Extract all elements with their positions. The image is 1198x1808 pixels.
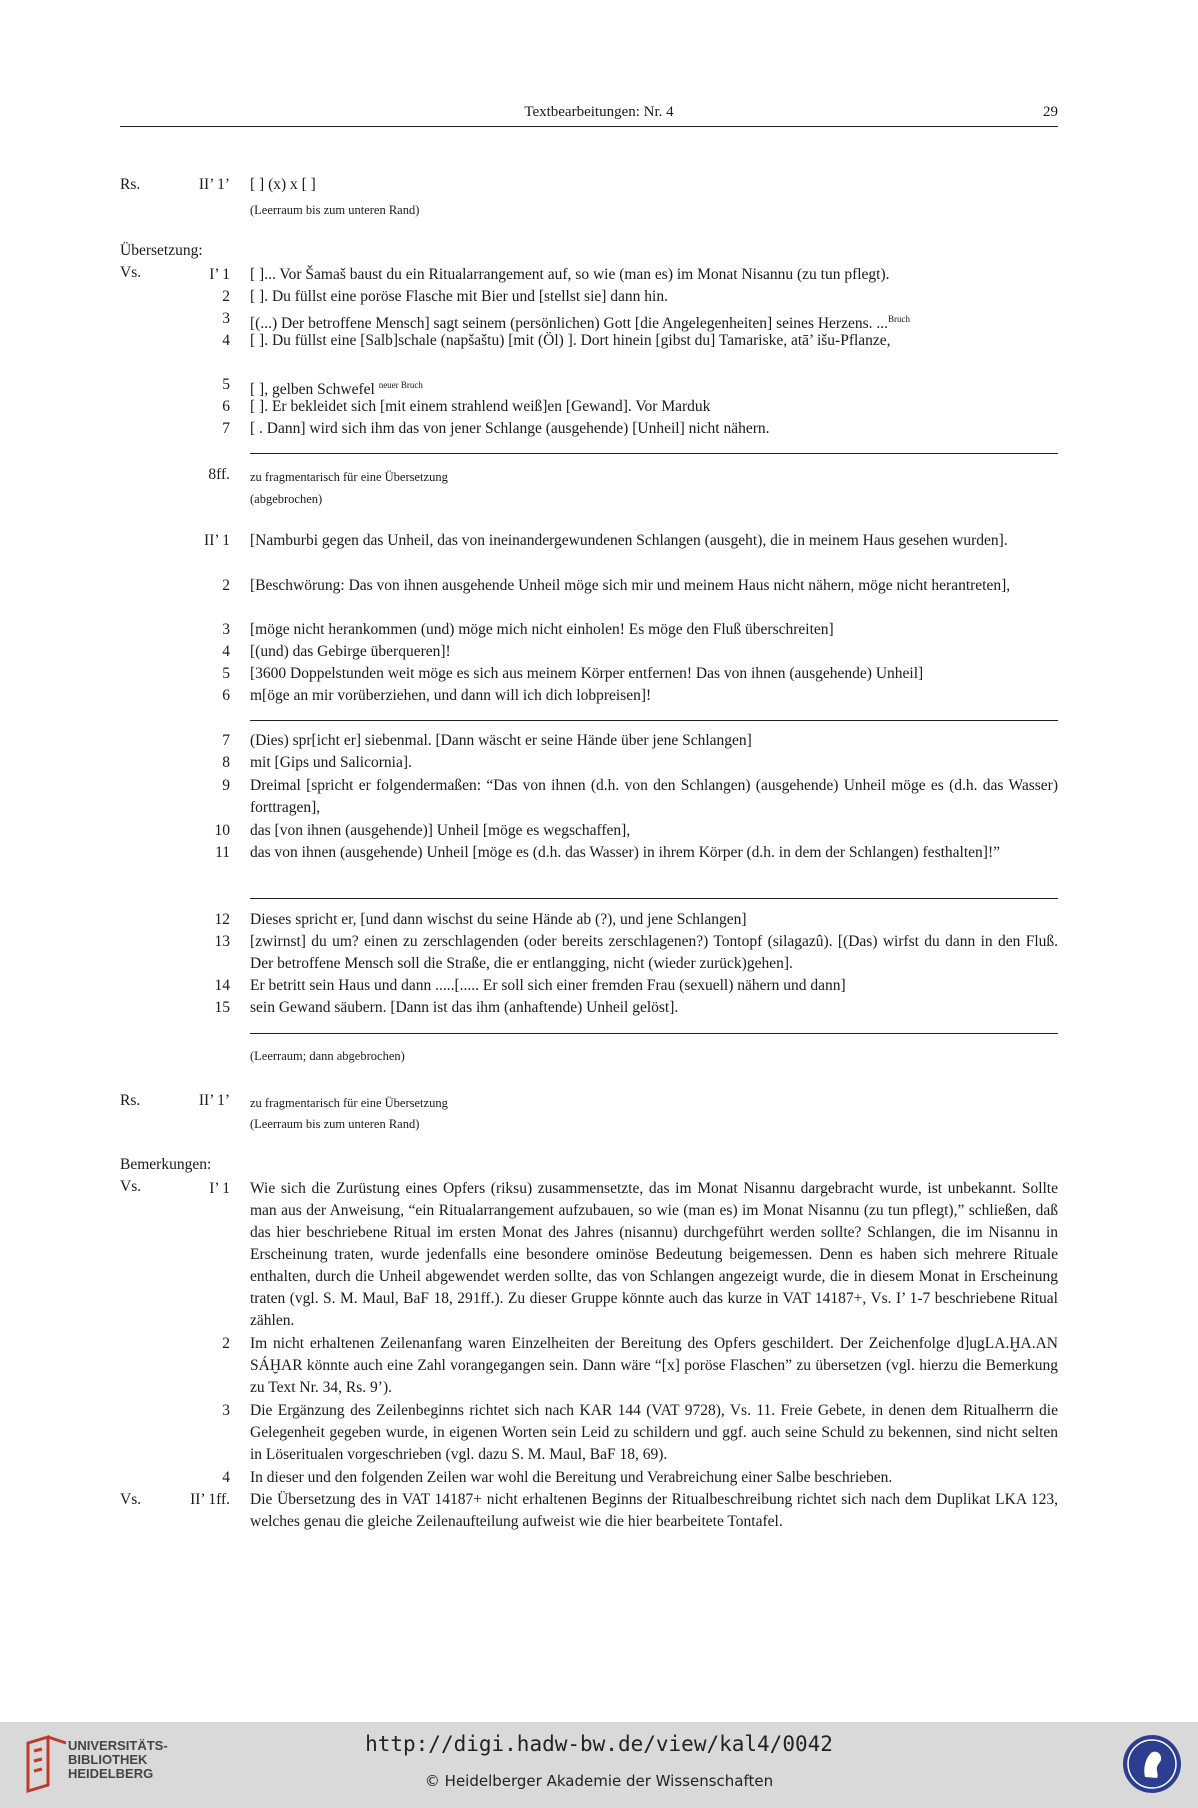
running-title: Textbearbeitungen: Nr. 4 [524, 104, 674, 120]
line-number: I’ 1 [209, 1180, 230, 1197]
line-number: 14 [214, 977, 230, 994]
line-number: 10 [214, 822, 230, 839]
line-number: II’ 1 [204, 532, 230, 549]
line-number: 9 [222, 777, 230, 794]
line-number: I’ 1 [209, 266, 230, 283]
break-marker: neuer Bruch [378, 380, 423, 390]
line-text: zu fragmentarisch für eine Übersetzung [250, 470, 448, 484]
line-number: 7 [222, 732, 230, 749]
line-number: 4 [222, 1469, 230, 1486]
footer-bar [0, 1722, 1198, 1808]
line-number: 6 [222, 687, 230, 704]
line-text: sein Gewand säubern. [Dann ist das ihm (anhaftende) Unheil gelöst]. [250, 999, 679, 1016]
line-number: II’ 1’ [198, 176, 230, 193]
line-number: 12 [214, 911, 230, 928]
rs-note: (Leerraum bis zum unteren Rand) [250, 1117, 420, 1131]
line-text: [(und) das Gebirge überqueren]! [250, 643, 451, 660]
line-number: 2 [222, 288, 230, 305]
line-text: [ ], gelben Schwefel [250, 381, 375, 399]
line-number: 7 [222, 420, 230, 437]
line-text: Er betritt sein Haus und dann .....[..... Er soll sich einer fremden Frau (sexuell) nähern und dann] [250, 977, 846, 994]
line-number: 2 [222, 1335, 230, 1352]
line-number: 3 [222, 310, 230, 327]
line-text: [zwirnst] du um? einen zu zerschlagenden (oder bereits zerschlagenen?) Tontopf (silagazû). [(Das) wirfst du dann in den Fluß. Der betroffene Mensch soll die Straße, die er entlangging, nicht (wieder zurück)gehen]. [250, 933, 1058, 972]
line-text: [ ] (x) x [ ] [250, 176, 316, 193]
line-text: [ ]... Vor Šamaš baust du ein Ritualarrangement auf, so wie (man es) im Monat Nisannu (zu tun pflegt). [250, 266, 890, 283]
side-label: Vs. [120, 1491, 142, 1508]
remark-text: Die Übersetzung des in VAT 14187+ nicht erhaltenen Beginns der Ritualbeschreibung richtet sich nach dem Duplikat LKA 123, welches genau die gleiche Zeilenaufteilung aufweist wie die hier bearbeitete Tontafel. [250, 1491, 1058, 1530]
line-text: [(...) Der betroffene Mensch] sagt seinem (persönlichen) Gott [die Angelegenheiten] seines Herzens. ... [250, 315, 888, 333]
line-number: 8 [222, 754, 230, 771]
translation-vs-side: Vs. [120, 264, 142, 281]
line-number: 5 [222, 376, 230, 393]
end-note: (Leerraum; dann abgebrochen) [250, 1049, 405, 1063]
remark-text: In dieser und den folgenden Zeilen war wohl die Bereitung und Verabreichung einer Salbe beschrieben. [250, 1469, 893, 1486]
line-text: Dieses spricht er, [und dann wischst du seine Hände ab (?), und jene Schlangen] [250, 911, 747, 928]
remark-text: Wie sich die Zurüstung eines Opfers (riksu) zusammensetzte, das im Monat Nisannu dargebracht wurde, ist unbekannt. Sollte man aus der Anweisung, “ein Ritualarrangement aufzubauen, so wie (man es) im Monat Nisannu (zu tun pflegt),” schließen, daß das hier beschriebene Ritual im ersten Monat des Jahres (nisannu) durchgeführt werden sollte? Schlangen, die im Nisannu in Erscheinung traten, wurde jedenfalls eine besondere ominöse Bedeutung beigemessen. Denn es haben sich mehrere Rituale enthalten, durch die Unheil abgewendet werden sollte, das von Schlangen angezeigt wurde, die in diesem Monat in Erscheinung traten (vgl. S. M. Maul, BaF 18, 291ff.). Zu dieser Gruppe könnte auch das kurze in VAT 14187+, Vs. I’ 1-7 beschriebene Ritual zählen. [250, 1180, 1058, 1329]
copyright-notice: © Heidelberger Akademie der Wissenschaften [424, 1772, 774, 1790]
line-text: [ ]. Du füllst eine [Salb]schale (napšaštu) [mit (Öl) ]. Dort hinein [gibst du] Tamariske, atā’ išu-Pflanze, [250, 332, 891, 349]
line-text: [Namburbi gegen das Unheil, das von ineinandergewundenen Schlangen (ausgeht), die in meinem Haus gesehen wurden]. [250, 532, 1008, 549]
line-text: (Dies) spr[icht er] siebenmal. [Dann wäscht er seine Hände über jene Schlangen] [250, 732, 752, 749]
remarks-heading: Bemerkungen: [120, 1156, 212, 1173]
line-number: 6 [222, 398, 230, 415]
translation-heading: Übersetzung: [120, 242, 203, 259]
line-text: [möge nicht herankommen (und) möge mich nicht einholen! Es möge den Fluß überschreiten] [250, 621, 834, 638]
line-text: [ ]. Du füllst eine poröse Flasche mit Bier und [stellst sie] dann hin. [250, 288, 668, 305]
line-text: zu fragmentarisch für eine Übersetzung [250, 1096, 448, 1110]
source-url[interactable]: http://digi.hadw-bw.de/view/kal4/0042 [365, 1732, 833, 1756]
remark-text: Im nicht erhaltenen Zeilenanfang waren Einzelheiten der Bereitung des Opfers geschildert. Der Zeichenfolge d]ugLA.ḪA.AN SÁḪAR könnte auch eine Zahl vorangegangen sein. Dann wäre “[x] poröse Flaschen” zu übersetzen (vgl. hierzu die Bemerkung zu Text Nr. 34, Rs. 9’). [250, 1335, 1058, 1396]
line-number: II’ 1’ [198, 1092, 230, 1109]
line-number: 2 [222, 577, 230, 594]
top-note: (Leerraum bis zum unteren Rand) [250, 203, 420, 217]
line-text: das [von ihnen (ausgehende)] Unheil [möge es wegschaffen], [250, 822, 631, 839]
section-rule [250, 1033, 1058, 1034]
ff-note: (abgebrochen) [250, 492, 323, 506]
line-number: II’ 1ff. [190, 1491, 230, 1508]
line-text: [ . Dann] wird sich ihm das von jener Schlange (ausgehende) [Unheil] nicht nähern. [250, 420, 770, 437]
line-text: [Beschwörung: Das von ihnen ausgehende Unheil möge sich mir und meinem Haus nicht nähern, möge nicht herantreten], [250, 577, 1011, 594]
line-number: 15 [214, 999, 230, 1016]
line-number: 4 [222, 332, 230, 349]
header-rule [120, 126, 1058, 127]
line-text: mit [Gips und Salicornia]. [250, 754, 412, 771]
side-label: Rs. [120, 1092, 141, 1109]
line-text: m[öge an mir vorüberziehen, und dann will ich dich lobpreisen]! [250, 687, 652, 704]
line-text: [3600 Doppelstunden weit möge es sich aus meinem Körper entfernen! Das von ihnen (ausgehende) Unheil] [250, 665, 924, 682]
line-text: [ ]. Er bekleidet sich [mit einem strahlend weiß]en [Gewand]. Vor Marduk [250, 398, 711, 415]
line-number: 13 [214, 933, 230, 950]
line-number: 5 [222, 665, 230, 682]
line-text: das von ihnen (ausgehende) Unheil [möge es (d.h. das Wasser) in ihrem Körper (d.h. in dem der Schlangen) festhalten]!” [250, 844, 1000, 861]
section-rule [250, 898, 1058, 899]
break-marker: Bruch [888, 314, 910, 324]
line-number: 4 [222, 643, 230, 660]
line-number: 3 [222, 621, 230, 638]
page-number: 29 [1043, 104, 1058, 120]
academy-seal-icon [1121, 1733, 1183, 1795]
line-number: 3 [222, 1402, 230, 1419]
remark-text: Die Ergänzung des Zeilenbeginns richtet sich nach KAR 144 (VAT 9728), Vs. 11. Freie Gebete, in denen dem Ritualherrn die Gelegenheit gegeben wurde, in eigenen Worten sein Leid zu schildern und ggf. auch seine Schuld zu bekennen, sind nicht selten in Löseritualen vorgeschrieben (vgl. dazu S. M. Maul, BaF 18, 69). [250, 1402, 1058, 1463]
remarks-vs-side: Vs. [120, 1178, 142, 1195]
line-number: 11 [215, 844, 230, 861]
library-name: UNIVERSITÄTS- BIBLIOTHEK HEIDELBERG [68, 1738, 168, 1781]
section-rule [250, 453, 1058, 454]
section-rule [250, 720, 1058, 721]
line-text: Dreimal [spricht er folgendermaßen: “Das von ihnen (d.h. von den Schlangen) (ausgehende) Unheil möge es (d.h. das Wasser) forttragen], [250, 777, 1058, 816]
side-label: Rs. [120, 176, 141, 193]
line-number: 8ff. [208, 466, 230, 483]
